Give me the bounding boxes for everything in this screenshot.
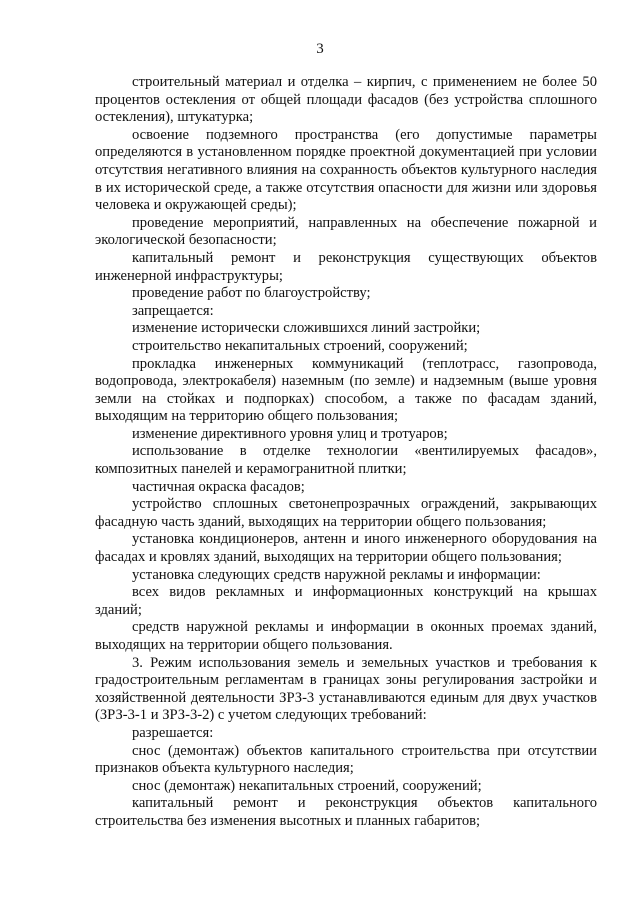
paragraph: снос (демонтаж) некапитальных строений, сооружений; — [132, 777, 482, 794]
paragraph: капитальный ремонт и реконструкция существующих объектов инженерной инфраструктуры; — [95, 249, 597, 284]
paragraph: запрещается: — [132, 302, 214, 319]
paragraph: использование в отделке технологии «вентилируемых фасадов», композитных панелей и керамогранитной плитки; — [95, 443, 597, 478]
paragraph: изменение директивного уровня улиц и тротуаров; — [132, 425, 448, 442]
paragraph: устройство сплошных светонепрозрачных ограждений, закрывающих фасадную часть зданий, выходящих на территории общего пользования; — [95, 496, 597, 530]
paragraph: разрешается: — [132, 724, 214, 741]
paragraph: 3. Режим использования земель и земельных участков и требования к градостроительным регламентам в границах зоны регулирования застройки и хозяйственной деятельности ЗРЗ-3 устанавливаются единым для двух участков (ЗРЗ-3-1 и ЗРЗ-3-2) с учетом следующих требований: — [95, 654, 597, 724]
paragraph: капитальный ремонт и реконструкция объектов капитального строительства без изменения высотных и планных габаритов; — [95, 795, 597, 829]
paragraph: всех видов рекламных и информационных конструкций на крышах зданий; — [95, 584, 597, 618]
paragraph: прокладка инженерных коммуникаций (теплотрасс, газопровода, водопровода, электрокабеля) наземным (по земле) и надземным (выше уровня земли на стойках и подпорках) способом, а также по фасадам зданий, выходящим на территорию общего пользования; — [95, 355, 597, 425]
paragraph: проведение мероприятий, направленных на обеспечение пожарной и экологической безопасности; — [95, 214, 597, 249]
paragraph: установка следующих средств наружной рекламы и информации: — [132, 566, 541, 583]
page-number: 3 — [316, 41, 324, 57]
document-body — [95, 74, 597, 831]
paragraph: частичная окраска фасадов; — [132, 478, 305, 495]
paragraph: изменение исторически сложившихся линий застройки; — [132, 320, 481, 337]
paragraph: строительный материал и отделка – кирпич, с применением не более 50 процентов остекления от общей площади фасадов (без устройства сплошного остекления), штукатурка; — [95, 74, 597, 126]
paragraph: освоение подземного пространства (его допустимые параметры определяются в установленном порядке проектной документацией при условии отсутствия негативного влияния на сохранность объектов культурного наследия в их исторической среде, а также отсутствия опасности для жизни или здоровья человека и окружающей среды); — [95, 126, 597, 214]
paragraph: проведение работ по благоустройству; — [132, 285, 371, 302]
paragraph: установка кондиционеров, антенн и иного инженерного оборудования на фасадах и кровлях зданий, выходящих на территории общего пользования; — [95, 531, 597, 566]
paragraph: средств наружной рекламы и информации в оконных проемах зданий, выходящих на территории общего пользования. — [95, 619, 597, 653]
paragraph: снос (демонтаж) объектов капитального строительства при отсутствии признаков объекта культурного наследия; — [95, 742, 597, 777]
paragraph: строительство некапитальных строений, сооружений; — [132, 337, 468, 354]
